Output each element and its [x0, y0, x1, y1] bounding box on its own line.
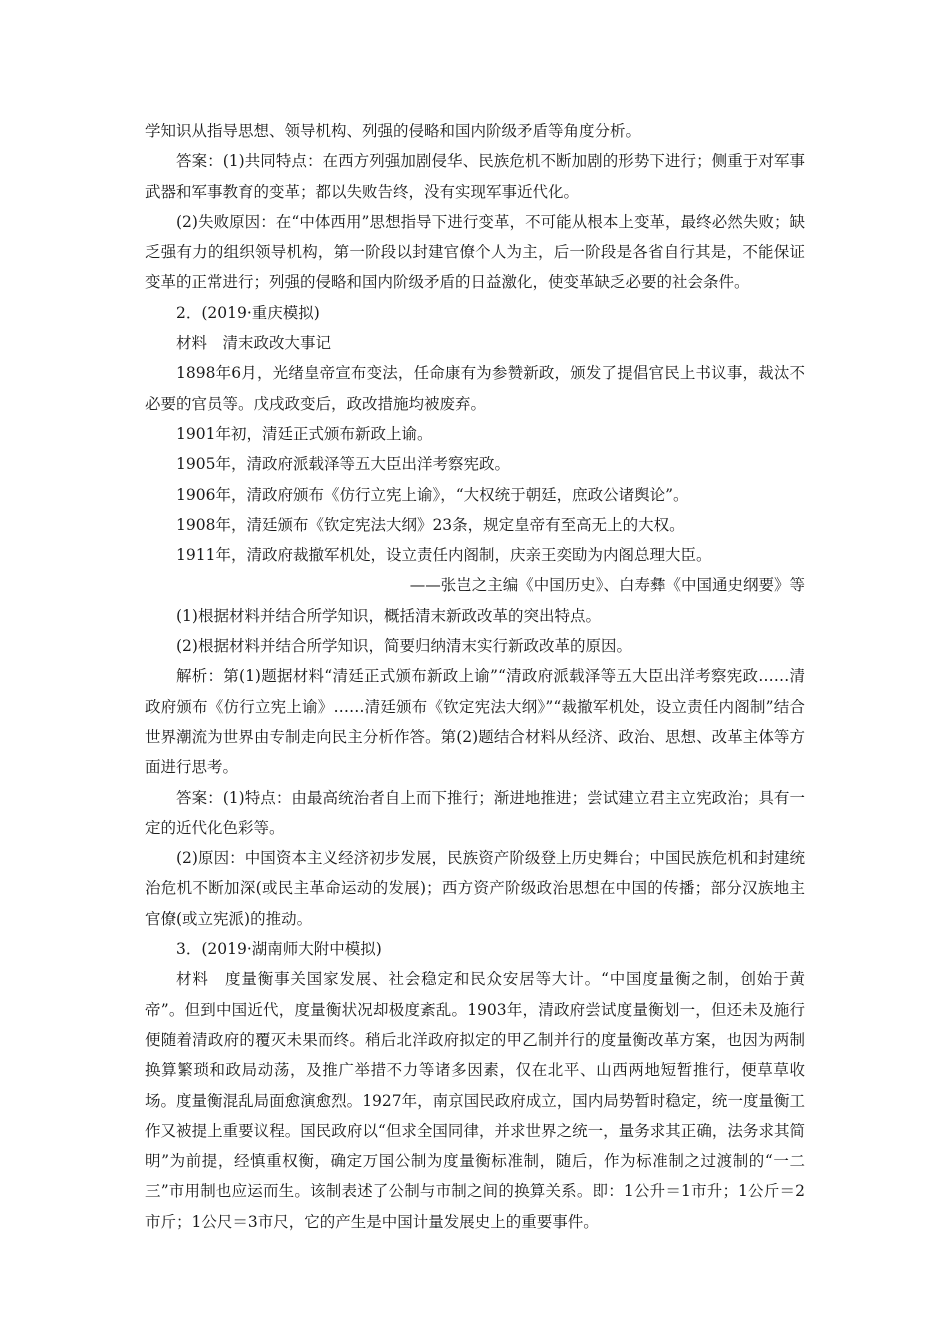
event-1906: 1906年，清政府颁布《仿行立宪上谕》，“大权统于朝廷，庶政公诸舆论”。: [176, 485, 689, 504]
answer-reasons-paragraph: (2)原因：中国资本主义经济初步发展，民族资产阶级登上历史舞台；中国民族危机和封建统治危机不断加深(或民主革命运动的发展)；西方资产阶级政治思想在中国的传播；部分汉族地主官僚(或立宪派)的推动。: [145, 849, 805, 928]
material-title: 材料 清末政改大事记: [176, 334, 332, 353]
answer-1-paragraph: 答案：(1)共同特点：在西方列强加剧侵华、民族危机不断加剧的形势下进行；侧重于对军事武器和军事教育的变革；都以失败告终，没有实现军事近代化。: [145, 152, 805, 201]
source-citation: ——张岂之主编《中国历史》、白寿彝《中国通史纲要》等: [409, 576, 805, 595]
answer-features-paragraph: 答案：(1)特点：由最高统治者自上而下推行；渐进地推进；尝试建立君主立宪政治；具有一定的近代化色彩等。: [145, 788, 805, 837]
event-1911: 1911年，清政府裁撤军机处，设立责任内阁制，庆亲王奕劻为内阁总理大臣。: [176, 546, 712, 565]
document-page: [145, 116, 805, 1237]
question-3-heading: 3．(2019·湖南师大附中模拟): [176, 940, 382, 959]
event-1901: 1901年初，清廷正式颁布新政上谕。: [176, 424, 433, 443]
event-1898: 1898年6月，光绪皇帝宣布变法，任命康有为参赞新政，颁发了提倡官民上书议事，裁汰不必要的官员等。戊戌政变后，政改措施均被废弃。: [145, 364, 805, 413]
answer-2-paragraph: (2)失败原因：在“中体西用”思想指导下进行变革，不可能从根本上变革，最终必然失败；缺乏强有力的组织领导机构，第一阶段以封建官僚个人为主，后一阶段是各省自行其是，不能保证变革的正常进行；列强的侵略和国内阶级矛盾的日益激化，使变革缺乏必要的社会条件。: [145, 212, 805, 292]
sub-question-2: (2)根据材料并结合所学知识，简要归纳清末实行新政改革的原因。: [176, 637, 632, 656]
analysis-paragraph: 解析：第(1)题据材料“清廷正式颁布新政上谕”“清政府派载泽等五大臣出洋考察宪政……清政府颁布《仿行立宪上谕》……清廷颁布《钦定宪法大纲》”“裁撤军机处，设立责任内阁制”结合世界潮流为世界由专制走向民主分析作答。第(2)题结合材料从经济、政治、思想、改革主体等方面进行思考。: [145, 667, 805, 777]
event-1908: 1908年，清廷颁布《钦定宪法大纲》23条，规定皇帝有至高无上的大权。: [176, 515, 685, 534]
material-paragraph: 材料 度量衡事关国家发展、社会稳定和民众安居等大计。“中国度量衡之制，创始于黄帝”。但到中国近代，度量衡状况却极度紊乱。1903年，清政府尝试度量衡划一，但还未及施行便随着清政府的覆灭未果而终。稍后北洋政府拟定的甲乙制并行的度量衡改革方案，也因为两制换算繁琐和政局动荡，及推广举措不力等诸多因素，仅在北平、山西两地短暂推行，便草草收场。度量衡混乱局面愈演愈烈。1927年，南京国民政府成立，国内局势暂时稳定，统一度量衡工作又被提上重要议程。国民政府以“但求全国同律，并求世界之统一，量务求其正确，法务求其简明”为前提，经慎重权衡，确定万国公制为度量衡标准制，随后，作为标准制之过渡制的“一二三”市用制也应运而生。该制表述了公制与市制之间的换算关系。即：1公升＝1市升；1公斤＝2市斤；1公尺＝3市尺，它的产生是中国计量发展史上的重要事件。: [145, 970, 805, 1231]
question-2-heading: 2．(2019·重庆模拟): [176, 303, 320, 322]
sub-question-1: (1)根据材料并结合所学知识，概括清末新政改革的突出特点。: [176, 606, 601, 625]
event-1905: 1905年，清政府派载泽等五大臣出洋考察宪政。: [176, 455, 510, 474]
paragraph: 学知识从指导思想、领导机构、列强的侵略和国内阶级矛盾等角度分析。: [145, 122, 642, 140]
